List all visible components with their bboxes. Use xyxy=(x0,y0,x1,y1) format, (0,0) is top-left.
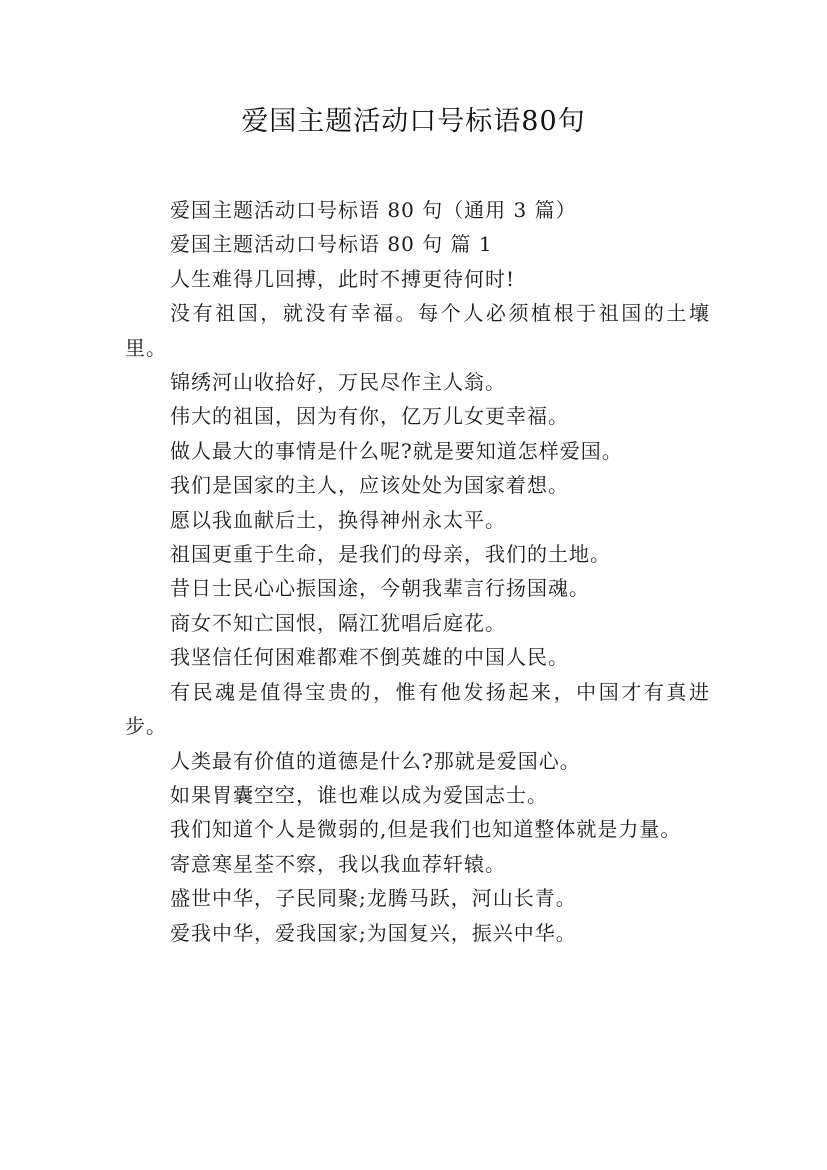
paragraph: 锦绣河山收拾好，万民尽作主人翁。 xyxy=(170,370,506,395)
paragraph: 爱国主题活动口号标语 80 句（通用 3 篇） xyxy=(170,198,577,222)
paragraph: 寄意寒星荃不察，我以我血荐轩辕。 xyxy=(170,851,506,876)
paragraph: 如果胃囊空空，谁也难以成为爱国志士。 xyxy=(170,782,548,807)
paragraph: 人类最有价值的道德是什么?那就是爱国心。 xyxy=(170,748,581,773)
paragraph: 有民魂是值得宝贵的，惟有他发扬起来，中国才有真进步。 xyxy=(125,679,710,739)
paragraph: 昔日士民心心振国途，今朝我辈言行扬国魂。 xyxy=(170,576,590,601)
paragraph: 没有祖国，就没有幸福。每个人必须植根于祖国的土壤里。 xyxy=(125,301,710,360)
paragraph: 做人最大的事情是什么呢?就是要知道怎样爱国。 xyxy=(170,438,623,463)
document-title: 爱国主题活动口号标语80句 xyxy=(241,106,586,137)
paragraph: 我们是国家的主人，应该处处为国家着想。 xyxy=(170,473,569,498)
paragraph: 爱国主题活动口号标语 80 句 篇 1 xyxy=(170,232,493,257)
paragraph: 盛世中华，子民同聚;龙腾马跃，河山长青。 xyxy=(170,886,577,911)
paragraph: 我坚信任何困难都难不倒英雄的中国人民。 xyxy=(170,645,569,670)
paragraph: 人生难得几回搏，此时不搏更待何时! xyxy=(170,266,516,291)
paragraph: 我们知道个人是微弱的,但是我们也知道整体就是力量。 xyxy=(170,817,682,842)
paragraph: 祖国更重于生命，是我们的母亲，我们的土地。 xyxy=(170,542,611,567)
paragraph: 商女不知亡国恨，隔江犹唱后庭花。 xyxy=(170,610,506,635)
document-body xyxy=(125,193,710,950)
paragraph: 爱我中华，爱我国家;为国复兴，振兴中华。 xyxy=(170,920,577,945)
paragraph: 愿以我血献后土，换得神州永太平。 xyxy=(170,507,506,532)
paragraph: 伟大的祖国，因为有你，亿万儿女更幸福。 xyxy=(170,404,569,429)
